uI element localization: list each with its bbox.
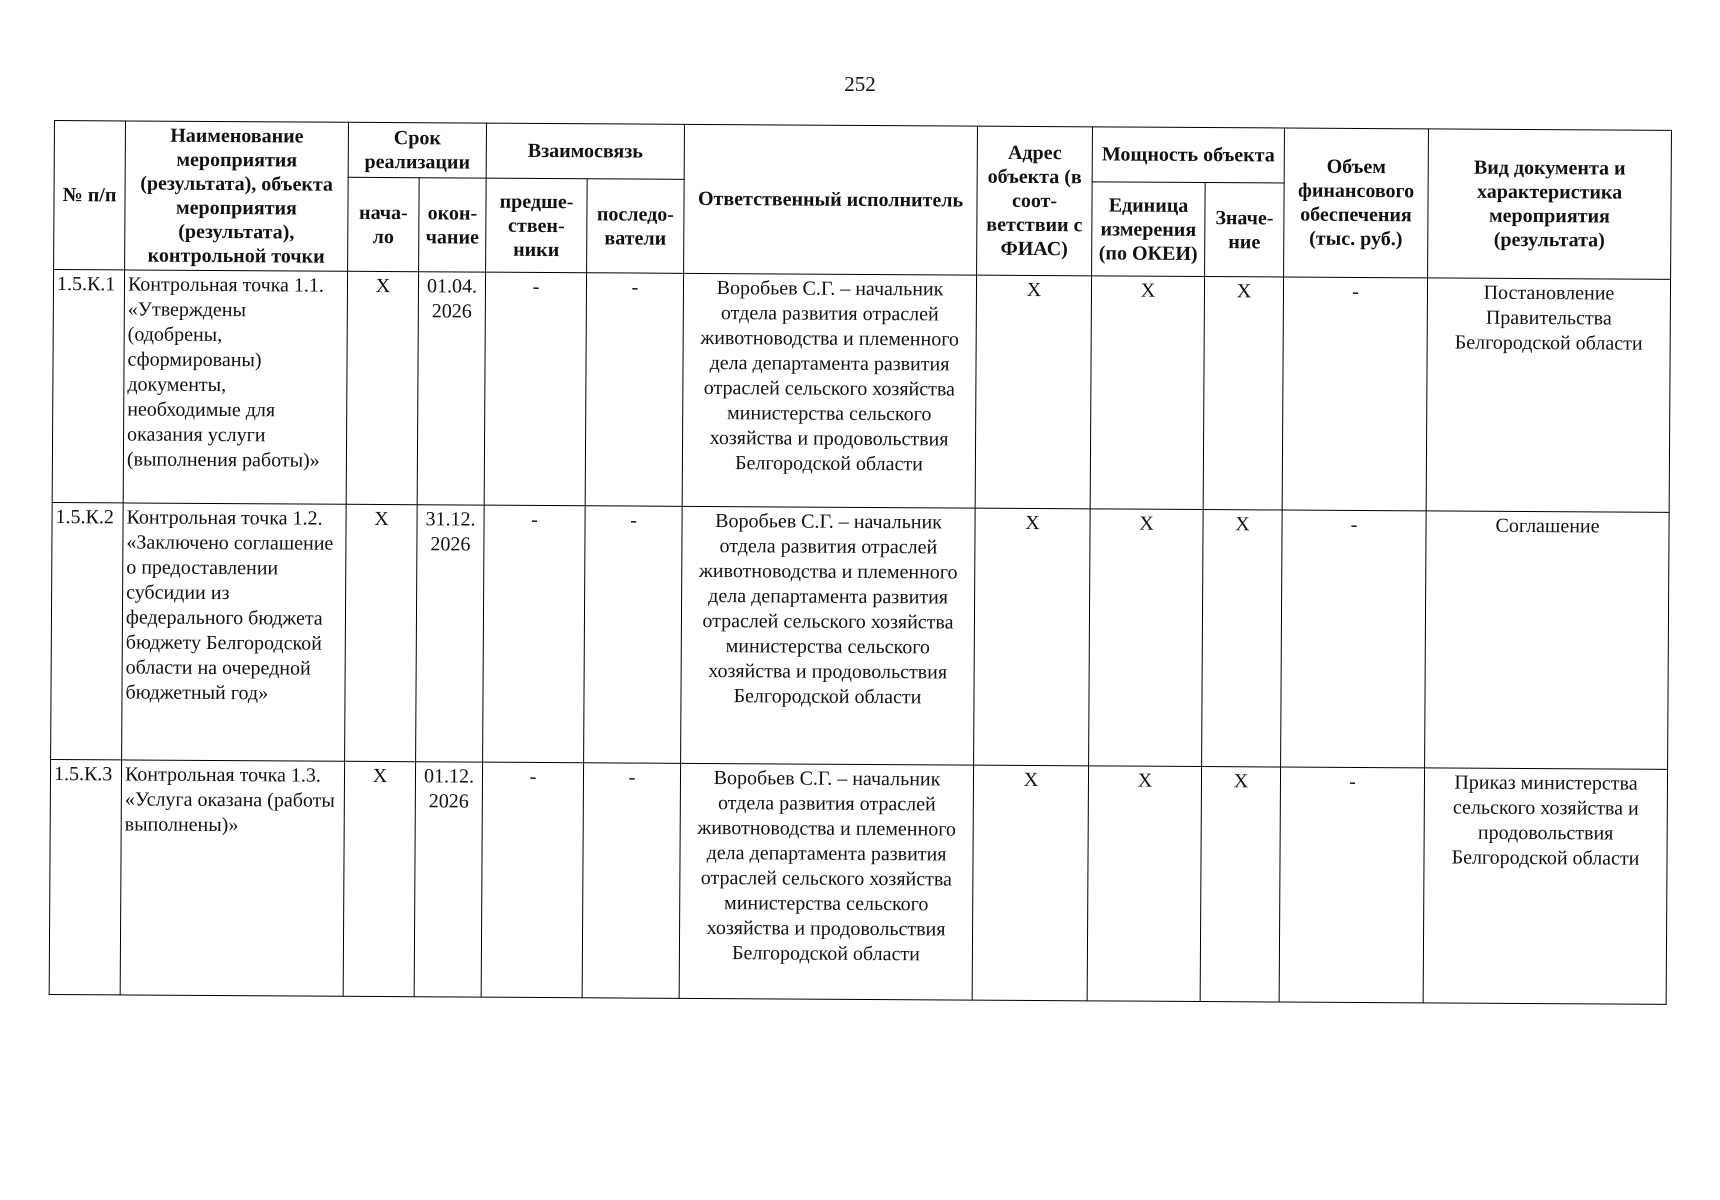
header-responsible: Ответственный исполнитель [684, 124, 978, 275]
cell-name: Контрольная точка 1.3. «Услуга оказана (работы выполнены)» [120, 760, 344, 996]
table-row [52, 270, 1670, 513]
cell-predecessors: - [483, 505, 586, 763]
table-row [51, 502, 1670, 769]
cell-address: X [974, 508, 1091, 766]
cell-start: X [343, 761, 415, 996]
header-address: Адрес объекта (в соот-ветствии с ФИАС) [977, 126, 1093, 276]
cell-funding: - [1279, 767, 1424, 1003]
cell-unit: X [1087, 766, 1201, 1002]
cell-predecessors: - [484, 272, 586, 506]
header-unit: Единица измерения (по ОКЕИ) [1092, 182, 1206, 277]
cell-start: X [346, 271, 418, 504]
cell-unit: X [1089, 509, 1204, 767]
cell-address: X [972, 765, 1088, 1001]
plan-table [49, 120, 1672, 1005]
cell-address: X [975, 275, 1091, 509]
table-row [49, 759, 1667, 1004]
cell-end: 01.12. 2026 [414, 762, 482, 997]
header-relation: Взаимосвязь [486, 123, 684, 179]
cell-start: X [345, 504, 418, 761]
cell-name: Контрольная точка 1.1. «Утверждены (одобрены, сформированы) документы, необходимые для оказания услуги (выполнения работы)» [123, 270, 347, 504]
header-name: Наименование мероприятия (результата), объекта мероприятия (результата), контрольной точки [125, 121, 349, 271]
cell-num: 1.5.К.3 [49, 759, 121, 994]
cell-doc: Постановление Правительства Белгородской области [1426, 278, 1670, 512]
cell-funding: - [1281, 510, 1427, 768]
cell-funding: - [1282, 277, 1427, 511]
cell-unit: X [1090, 276, 1204, 510]
cell-responsible: Воробьев С.Г. – начальник отдела развития отраслей животноводства и племенного дела департамента развития отраслей сельского хозяйства министерства сельского хозяйства и продовольствия Белгородской области [679, 763, 973, 1000]
cell-successors: - [582, 763, 680, 999]
cell-doc: Приказ министерства сельского хозяйства и продовольствия Белгородской области [1423, 768, 1667, 1004]
cell-num: 1.5.К.1 [52, 270, 124, 503]
cell-end: 31.12. 2026 [416, 505, 485, 762]
header-successors: последо-ватели [587, 179, 685, 274]
cell-value: X [1202, 510, 1283, 767]
cell-predecessors: - [481, 762, 583, 998]
header-value: Значе-ние [1205, 183, 1285, 277]
cell-value: X [1203, 277, 1283, 510]
cell-doc: Соглашение [1425, 511, 1670, 769]
header-predecessors: предше-ствен-ники [486, 178, 588, 273]
header-capacity: Мощность объекта [1092, 127, 1284, 183]
cell-responsible: Воробьев С.Г. – начальник отдела развития отраслей животноводства и племенного дела департамента развития отраслей сельского хозяйства министерства сельского хозяйства и продовольствия Белгородской области [682, 273, 976, 508]
page-number: 252 [844, 72, 876, 96]
cell-name: Контрольная точка 1.2. «Заключено соглашение о предоставлении субсидии из федерального бюджета бюджету Белгородской области на очередной бюджетный год» [122, 503, 347, 761]
header-row [54, 121, 1671, 186]
header-funding: Объем финансового обеспечения (тыс. руб.) [1284, 128, 1429, 278]
cell-successors: - [584, 506, 683, 764]
cell-value: X [1200, 767, 1280, 1002]
header-term-end: окон-чание [419, 178, 487, 272]
header-term-start: нача-ло [348, 177, 420, 271]
header-doc: Вид документа и характеристика мероприятия (результата) [1428, 129, 1672, 279]
cell-successors: - [585, 273, 683, 507]
cell-responsible: Воробьев С.Г. – начальник отдела развития отраслей животноводства и племенного дела департамента развития отраслей сельского хозяйства министерства сельского хозяйства и продовольствия Белгородской области [681, 506, 976, 765]
cell-num: 1.5.К.2 [51, 502, 124, 759]
header-num: № п/п [54, 121, 126, 270]
cell-end: 01.04. 2026 [417, 272, 485, 505]
header-term: Срок реализации [348, 122, 486, 178]
